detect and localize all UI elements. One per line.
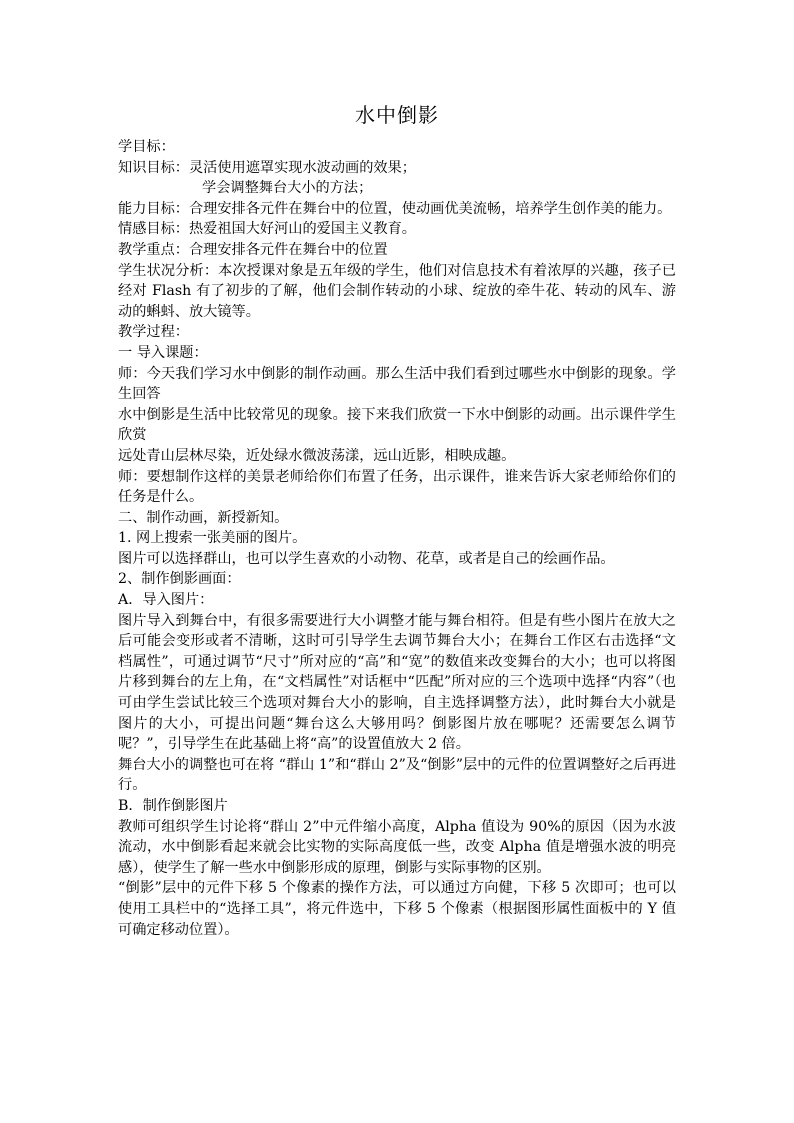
paragraph-knowledge-goal: 知识目标：灵活使用遮罩实现水波动画的效果；	[118, 159, 416, 176]
paragraph-section-1-heading: 一 导入课题：	[118, 344, 208, 361]
paragraph-key-point: 教学重点：合理安排各元件在舞台中的位置	[118, 241, 388, 258]
paragraph-student-analysis: 学生状况分析：本次授课对象是五年级的学生，他们对信息技术有着浓厚的兴趣，孩子已经对 Flash 有了初步的了解，他们会制作转动的小球、绽放的牵牛花、转动的风车、游动的蝌蚪、放大镜等。	[118, 262, 676, 320]
paragraph-reflection-layer: “倒影”层中的元件下移 5 个像素的操作方法，可以通过方向健，下移 5 次即可；也可以使用工具栏中的“选择工具”，将元件选中，下移 5 个像素（根据图形属性面板中的 Y 值可确定移动位置）。	[118, 880, 676, 938]
paragraph-step-a-heading: A．导入图片：	[118, 592, 214, 609]
paragraph-process-heading: 教学过程：	[118, 324, 189, 341]
paragraph-step-2: 2、制作倒影画面：	[118, 571, 241, 588]
document-page	[118, 100, 676, 940]
paragraph-objectives-heading: 学目标：	[118, 139, 175, 155]
paragraph-knowledge-goal-2: 学会调整舞台大小的方法；	[202, 180, 373, 197]
document-title: 水中倒影	[355, 103, 439, 127]
paragraph-teacher-task: 师：要想制作这样的美景老师给你们布置了任务，出示课件，谁来告诉大家老师给你们的任务是什么。	[118, 468, 676, 506]
paragraph-stage-size-note: 舞台大小的调整也可在将 “群山 1”和“群山 2”及“倒影”层中的元件的位置调整好之后再进行。	[118, 756, 676, 794]
paragraph-teacher-intro: 师：今天我们学习水中倒影的制作动画。那么生活中我们看到过哪些水中倒影的现象。学生回答	[118, 365, 676, 403]
paragraph-reflection-common: 水中倒影是生活中比较常见的现象。接下来我们欣赏一下水中倒影的动画。出示课件学生欣赏	[118, 406, 676, 444]
paragraph-step-1: 1. 网上搜索一张美丽的图片。	[118, 530, 307, 547]
paragraph-step-b-heading: B．制作倒影图片	[118, 798, 228, 814]
paragraph-ability-goal: 能力目标：合理安排各元件在舞台中的位置，使动画优美流畅，培养学生创作美的能力。	[118, 200, 672, 217]
paragraph-step-b-detail: 教师可组织学生讨论将“群山 2”中元件缩小高度，Alpha 值设为 90%的原因（因为水波流动，水中倒影看起来就会比实物的实际高度低一些，改变 Alpha 值是增强水波的明亮感），使学生了解一些水中倒影形成的原理，倒影与实际事物的区别。	[118, 818, 676, 876]
paragraph-step-a-detail: 图片导入到舞台中，有很多需要进行大小调整才能与舞台相符。但是有些小图片在放大之后可能会变形或者不清晰，这时可引导学生去调节舞台大小；在舞台工作区右击选择“文档属性”，可通过调节“尺寸”所对应的“高”和“宽”的数值来改变舞台的大小；也可以将图片移到舞台的左上角，在“文档属性”对话框中“匹配”所对应的三个选项中选择“内容”（也可由学生尝试比较三个选项对舞台大小的影响，自主选择调整方法），此时舞台大小就是图片的大小，可提出问题“舞台这么大够用吗？倒影图片放在哪呢？还需要怎么调节呢？”，引导学生在此基础上将“高”的设置值放大 2 倍。	[118, 612, 676, 753]
paragraph-scenery: 远处青山层林尽染，近处绿水微波荡漾，远山近影，相映成趣。	[118, 447, 516, 464]
paragraph-step-1-detail: 图片可以选择群山，也可以学生喜欢的小动物、花草，或者是自己的绘画作品。	[118, 550, 615, 567]
paragraph-section-2-heading: 二、制作动画，新授新知。	[118, 509, 289, 526]
paragraph-emotion-goal: 情感目标：热爱祖国大好河山的爱国主义教育。	[118, 221, 416, 238]
